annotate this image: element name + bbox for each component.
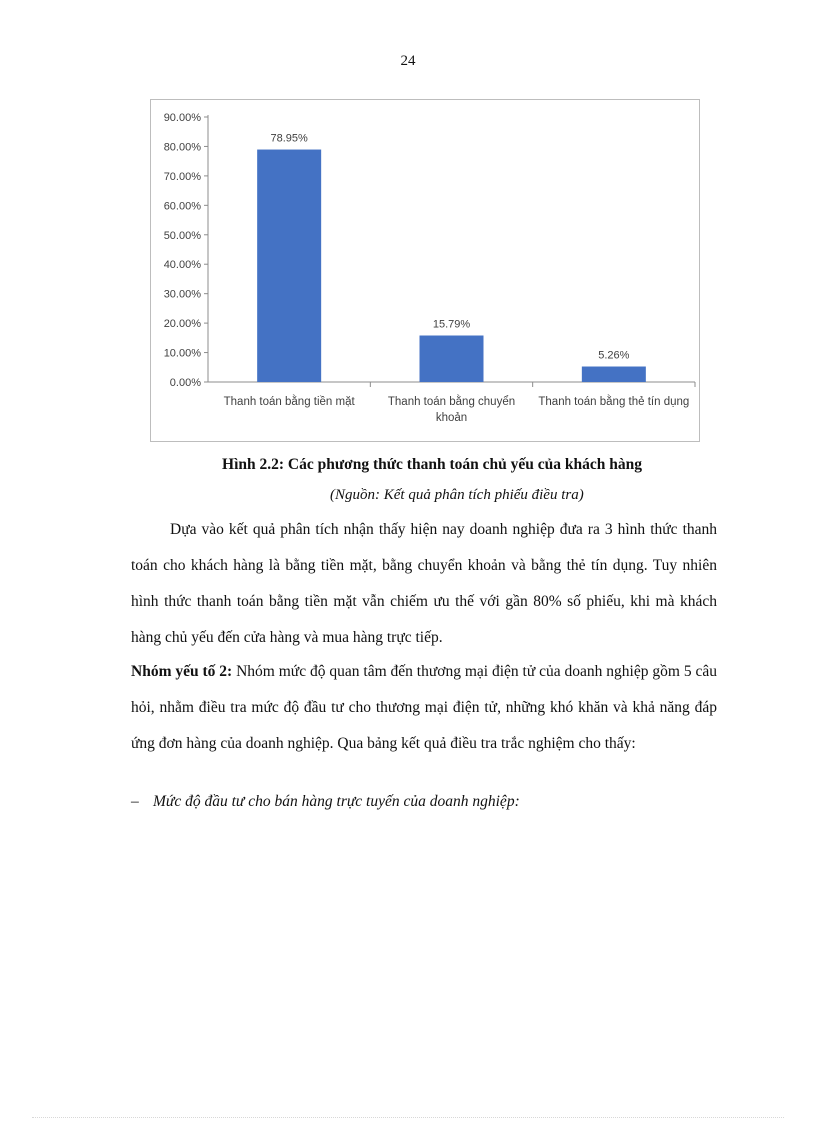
page-number: 24 [400, 53, 416, 69]
paragraph-factor-group-2 [131, 654, 717, 762]
y-tick-label: 80.00% [163, 141, 201, 154]
bar [257, 150, 321, 382]
bar-value-label: 78.95% [270, 132, 308, 145]
bar-value-label: 15.79% [432, 318, 471, 331]
y-tick-label: 70.00% [163, 170, 201, 183]
bar-chart [150, 99, 700, 442]
x-category-label: khoản [435, 412, 468, 424]
paragraph-payment-methods: Dựa vào kết quả phân tích nhận thấy hiện nay doanh nghiệp đưa ra 3 hình thức thanh toán cho khách hàng là bằng tiền mặt, bằng chuyển khoản và bằng thẻ tín dụng. Tuy nhiên hình thức thanh toán bằng tiền mặt vẫn chiếm ưu thế với gần 80% số phiếu, khi mà khách hàng chủ yếu đến cửa hàng và mua hàng trực tiếp. [131, 521, 717, 646]
factor-group-label: Nhóm yếu tố 2: [131, 663, 233, 680]
page-bottom-rule [32, 1117, 784, 1118]
bar-chart-plot [151, 100, 699, 441]
bar-value-label: 5.26% [598, 349, 630, 362]
figure-source: (Nguồn: Kết quả phân tích phiếu điều tra) [330, 487, 584, 503]
y-tick-label: 60.00% [163, 200, 201, 213]
bar [582, 367, 646, 382]
bullet-text: Mức độ đầu tư cho bán hàng trực tuyến của doanh nghiệp: [153, 793, 520, 810]
bullet-marker: – [131, 793, 139, 810]
y-tick-label: 30.00% [163, 288, 201, 301]
y-tick-label: 10.00% [163, 347, 201, 360]
y-tick-label: 40.00% [163, 259, 201, 272]
factor-group-text: Nhóm mức độ quan tâm đến thương mại điện tử của doanh nghiệp gồm 5 câu hỏi, nhằm điều tra mức độ đầu tư cho thương mại điện tử, những khó khăn và khả năng đáp ứng đơn hàng của doanh nghiệp. Qua bảng kết quả điều tra trắc nghiệm cho thấy: [131, 663, 717, 752]
x-category-label: Thanh toán bằng thẻ tín dụng [538, 396, 690, 408]
y-tick-label: 90.00% [163, 112, 201, 124]
bullet-item [131, 784, 520, 820]
bar [420, 336, 484, 382]
y-tick-label: 50.00% [163, 229, 201, 242]
x-category-label: Thanh toán bằng chuyển [387, 396, 516, 408]
y-tick-label: 0.00% [169, 377, 201, 389]
y-tick-label: 20.00% [163, 318, 201, 331]
x-category-label: Thanh toán bằng tiền mặt [223, 396, 355, 408]
figure-caption: Hình 2.2: Các phương thức thanh toán chủ yếu của khách hàng [222, 456, 642, 473]
